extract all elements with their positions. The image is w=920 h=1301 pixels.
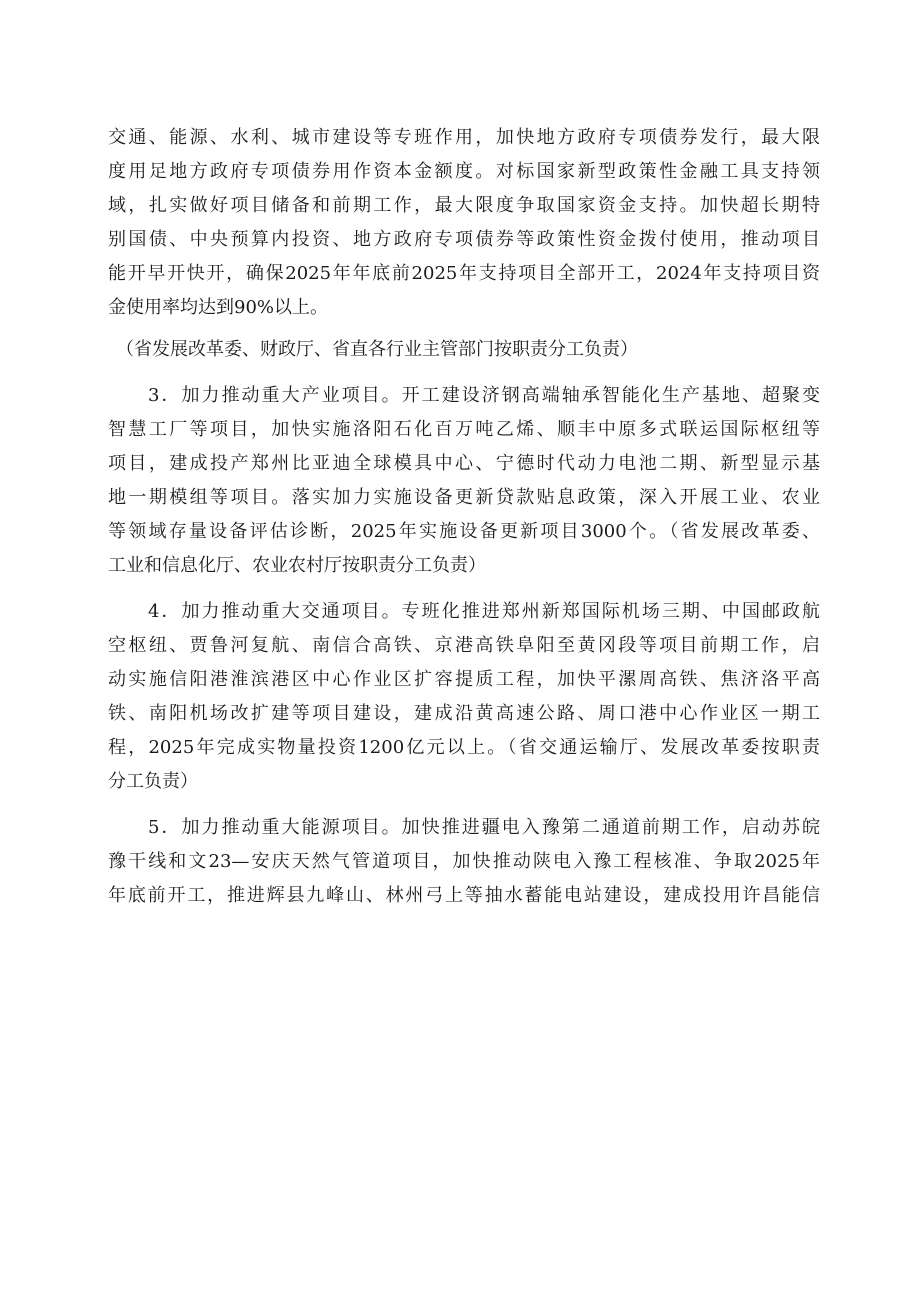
text-line: 4．加力推动重大交通项目。专班化推进郑州新郑国际机场三期、中国邮政航 — [148, 601, 820, 622]
paragraph-energy-projects — [108, 811, 820, 913]
paragraph-transport-projects — [108, 595, 820, 799]
document-body — [108, 121, 820, 913]
text-line: 交通、能源、水利、城市建设等专班作用，加快地方政府专项债券发行，最大限 — [108, 127, 820, 148]
text-line: 度用足地方政府专项债券用作资本金额度。对标国家新型政策性金融工具支持领 — [108, 161, 820, 182]
text-line: 豫干线和文23—安庆天然气管道项目，加快推动陕电入豫工程核准、争取2025年 — [108, 851, 820, 872]
paragraph-industrial-projects — [108, 379, 820, 583]
text-line: 年底前开工，推进辉县九峰山、林州弓上等抽水蓄能电站建设，建成投用许昌能信 — [108, 885, 820, 906]
text-line: 等领域存量设备评估诊断，2025年实施设备更新项目3000个。（省发展改革委、 — [108, 521, 820, 542]
text-line: 域，扎实做好项目储备和前期工作，最大限度争取国家资金支持。加快超长期特 — [108, 195, 820, 216]
text-line: 项目，建成投产郑州比亚迪全球模具中心、宁德时代动力电池二期、新型显示基 — [108, 453, 820, 474]
text-line: 地一期模组等项目。落实加力实施设备更新贷款贴息政策，深入开展工业、农业 — [108, 487, 820, 508]
text-line: 工业和信息化厅、农业农村厅按职责分工负责） — [108, 555, 486, 576]
text-line: 5．加力推动重大能源项目。加快推进疆电入豫第二通道前期工作，启动苏皖 — [148, 817, 820, 838]
text-line: 智慧工厂等项目，加快实施洛阳石化百万吨乙烯、顺丰中原多式联运国际枢纽等 — [108, 419, 820, 440]
text-line: 程，2025年完成实物量投资1200亿元以上。（省交通运输厅、发展改革委按职责 — [108, 737, 820, 758]
text-line: 能开早开快开，确保2025年年底前2025年支持项目全部开工，2024年支持项目资 — [108, 263, 820, 284]
text-line: （省发展改革委、财政厅、省直各行业主管部门按职责分工负责） — [116, 339, 638, 360]
text-line: 3．加力推动重大产业项目。开工建设济钢高端轴承智能化生产基地、超聚变 — [148, 385, 820, 406]
text-line: 金使用率均达到90%以上。 — [108, 297, 329, 318]
text-line: 分工负责） — [108, 771, 198, 792]
text-line: 动实施信阳港淮滨港区中心作业区扩容提质工程，加快平漯周高铁、焦济洛平高 — [108, 669, 820, 690]
text-line: 空枢纽、贾鲁河复航、南信合高铁、京港高铁阜阳至黄冈段等项目前期工作，启 — [108, 635, 820, 656]
paragraph-funding — [108, 121, 820, 325]
paragraph-responsible-1 — [108, 333, 820, 367]
text-line: 铁、南阳机场改扩建等项目建设，建成沿黄高速公路、周口港中心作业区一期工 — [108, 703, 820, 724]
text-line: 别国债、中央预算内投资、地方政府专项债券等政策性资金拨付使用，推动项目 — [108, 229, 820, 250]
